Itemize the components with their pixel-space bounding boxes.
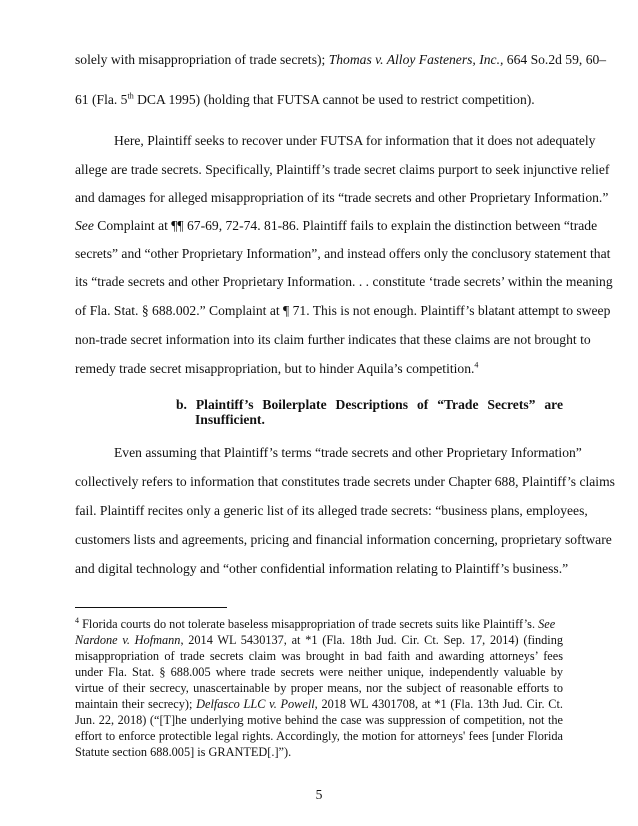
body-line: non-trade secret information into its claim further indicates that these claims are not brought to	[75, 332, 591, 347]
body-line: and digital technology and “other confidential information relating to Plaintiff’s business.”	[75, 561, 569, 576]
body-line: remedy trade secret misappropriation, but to hinder Aquila’s competition.$^4$	[75, 360, 479, 376]
body-line: Here, Plaintiff seeks to recover under FUTSA for information that it does not adequately	[114, 133, 596, 148]
section-heading-cont: Insufficient.	[195, 412, 265, 427]
page-number: 5	[315, 787, 323, 802]
footnote-line: Nardone v. Hofmann, 2014 WL 5430137, at *1 (Fla. 18th Jud. Cir. Ct. Sep. 17, 2014) (finding	[75, 633, 563, 647]
footnote-line: virtue of their secrecy, unascertainable by proper means, nor the subject of reasonable efforts to	[75, 681, 563, 695]
body-line: secrets” and “other Proprietary Information”, and instead offers only the conclusory statement that	[75, 246, 611, 261]
body-line: and damages for alleged misappropriation of its “trade secrets and other Proprietary Information.”	[75, 190, 609, 205]
footnote-line: misappropriation of trade secrets claim was brought in bad faith and awarding attorneys’ fees	[75, 649, 563, 663]
body-line: its “trade secrets and other Proprietary Information. . . constitute ‘trade secrets’ within the meaning	[75, 274, 613, 289]
body-line: 61 (Fla. 5th DCA 1995) (holding that FUTSA cannot be used to restrict competition).	[75, 91, 535, 107]
body-line: of Fla. Stat. § 688.002.” Complaint at ¶ 71. This is not enough. Plaintiff’s blatant attempt to sweep	[75, 303, 611, 318]
body-line: See Complaint at ¶¶ 67-69, 72-74. 81-86. Plaintiff fails to explain the distinction between “trade	[75, 218, 598, 233]
footnote-line: maintain their secrecy); Delfasco LLC v. Powell, 2018 WL 4301708, at *1 (Fla. 13th Jud. Cir. Ct.	[75, 697, 563, 711]
footnote-line: Jun. 22, 2018) (“[T]he underlying motive behind the case was suppression of competition, not the	[75, 713, 563, 727]
section-heading: b. Plaintiff’s Boilerplate Descriptions of “Trade Secrets” are	[176, 397, 563, 412]
body-line: collectively refers to information that constitutes trade secrets under Chapter 688, Plaintiff’s claims	[75, 474, 615, 489]
footnote-line: under Fla. Stat. § 688.005 where trade secrets were neither unique, independently valuable by	[75, 665, 563, 679]
footnote-line: $^4$ Florida courts do not tolerate baseless misappropriation of trade secrets suits like Plaintiff’s. See	[75, 615, 556, 631]
body-line: allege are trade secrets. Specifically, Plaintiff’s trade secret claims purport to seek injunctive relief	[75, 162, 610, 177]
footnote-line: effort to enforce protectible legal rights. Accordingly, the motion for attorneys' fees [under Florida	[75, 729, 563, 743]
body-line: customers lists and agreements, pricing and financial information concerning, proprietary software	[75, 532, 612, 547]
footnote-line: Statute section 688.005] is GRANTED[.]”).	[75, 745, 292, 759]
footnote-rule	[75, 607, 227, 608]
body-line: solely with misappropriation of trade secrets); Thomas v. Alloy Fasteners, Inc., 664 So.2d 59, 60–	[75, 52, 607, 67]
body-line: fail. Plaintiff recites only a generic list of its alleged trade secrets: “business plans, employees,	[75, 503, 588, 518]
body-line: Even assuming that Plaintiff’s terms “trade secrets and other Proprietary Information”	[114, 445, 582, 460]
